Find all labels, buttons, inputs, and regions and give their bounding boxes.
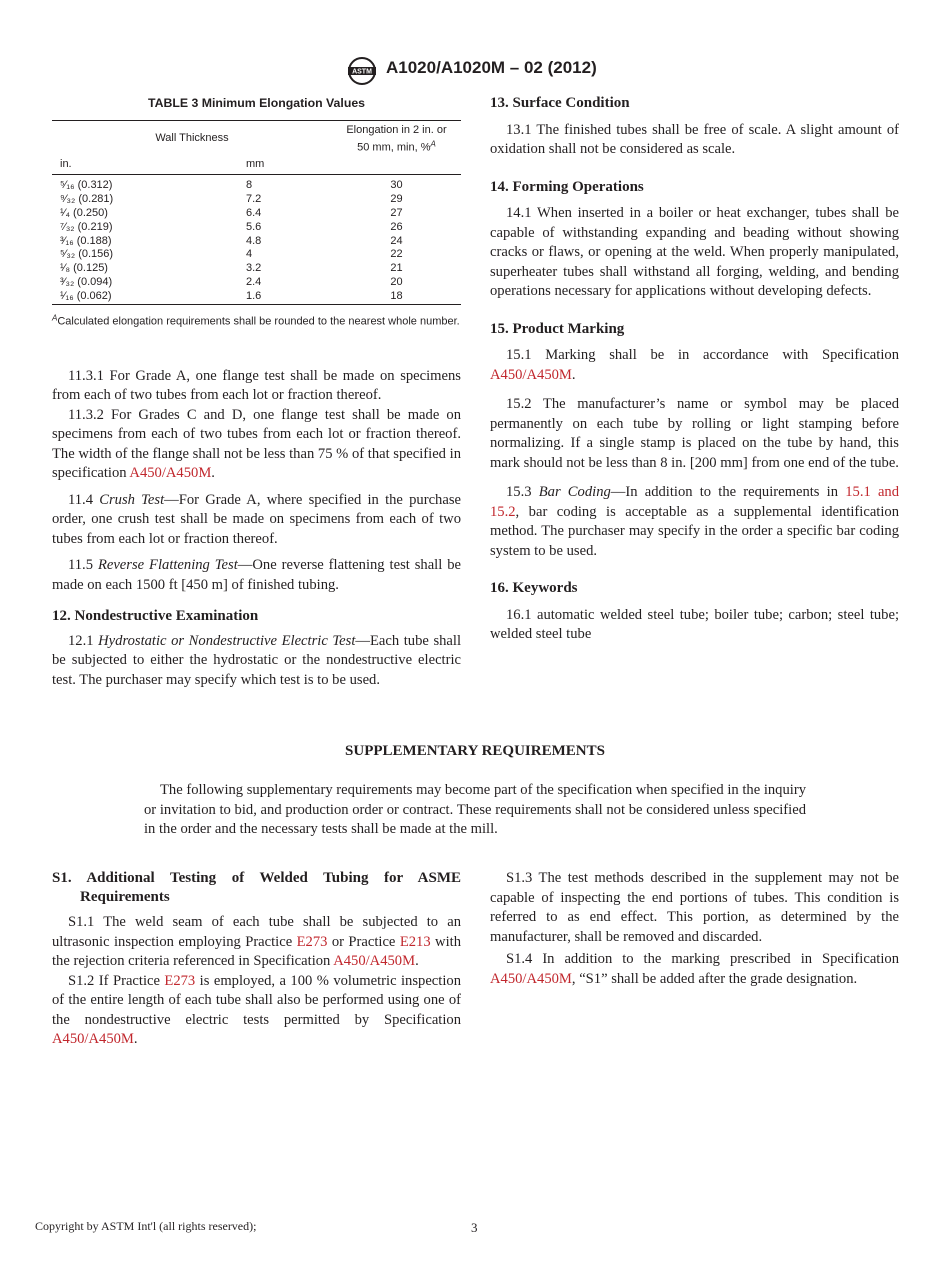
- supplementary-left-column: [52, 869, 461, 1050]
- section-16-heading: 16. Keywords: [490, 580, 578, 596]
- ref-a450[interactable]: A450/A450M: [490, 366, 572, 383]
- para-16-1: 16.1 automatic welded steel tube; boiler tube; carbon; steel tube; welded steel tube: [490, 606, 899, 642]
- para-15-1: 15.1 Marking shall be in accordance with Specification A450/A450M.: [490, 347, 899, 383]
- cell-wall-in: ¹⁄₁₆ (0.062): [60, 290, 112, 303]
- wall-thickness-header: Wall Thickness: [155, 132, 229, 145]
- table-row: [52, 248, 461, 262]
- cell-wall-in: ⁷⁄₃₂ (0.219): [60, 220, 113, 233]
- cell-wall-in: ⁵⁄₃₂ (0.156): [60, 248, 114, 261]
- cell-elongation: 20: [390, 276, 403, 289]
- para-s1-4: S1.4 In addition to the marking prescribed in Specification A450/A450M, “S1” shall be added after the grade designation.: [490, 951, 899, 987]
- cell-wall-mm: 1.6: [246, 290, 262, 303]
- cell-wall-mm: 6.4: [246, 206, 262, 219]
- cell-elongation: 30: [390, 178, 403, 191]
- table-unit-row: [52, 158, 461, 174]
- cell-wall-in: ¹⁄₈ (0.125): [60, 262, 108, 275]
- supplementary-title: SUPPLEMENTARY REQUIREMENTS: [345, 743, 605, 759]
- table-row: [52, 262, 461, 276]
- ref-15-1-15-2[interactable]: 15.1 and 15.2: [490, 484, 900, 520]
- cell-elongation: 18: [390, 290, 403, 303]
- cell-elongation: 27: [390, 206, 403, 219]
- cell-wall-in: ³⁄₁₆ (0.188): [60, 234, 112, 247]
- para-s1-2: S1.2 If Practice E273 is employed, a 100 % volumetric inspection of the entire length of each tube shall also be performed using one of the nondestructive electric tests permitted by Specification A450/A450M.: [52, 972, 461, 1047]
- para-s1-3: S1.3 The test methods described in the supplement may not be capable of inspecting the end portions of tubes. This condition is referred to as end effect. This portion, as determined by the manufacturer, shall be removed and discarded.: [490, 870, 899, 945]
- cell-wall-mm: 8: [246, 178, 253, 191]
- cell-elongation: 29: [390, 192, 403, 205]
- unit-in: in.: [60, 157, 72, 170]
- ref-a450[interactable]: A450/A450M: [52, 1031, 134, 1047]
- section-15-heading: 15. Product Marking: [490, 320, 625, 337]
- para-15-2: 15.2 The manufacturer’s name or symbol may be placed permanently on each tube by rolling or light stamping before normalizing. If a single stamp is placed on the tube by hand, this mark should not be less than 8 in. [200 mm] from one end of the tube.: [490, 396, 899, 471]
- table-row: [52, 174, 461, 192]
- table-row: [52, 221, 461, 235]
- cell-elongation: 24: [390, 234, 403, 247]
- page-header: [0, 56, 950, 86]
- table-row: [52, 276, 461, 290]
- para-11-5: 11.5 Reverse Flattening Test—One reverse flattening test shall be made on each 1500 ft [450 m] of finished tubing.: [52, 557, 462, 593]
- cell-wall-in: ⁹⁄₃₂ (0.281): [60, 192, 114, 205]
- copyright-notice: Copyright by ASTM Int'l (all rights reserved);: [35, 1219, 257, 1233]
- logo-text: ASTM: [352, 68, 372, 76]
- elongation-header: Elongation in 2 in. or 50 mm, min, %$^A$: [346, 123, 447, 155]
- cell-elongation: 26: [390, 220, 403, 233]
- table-header-row: [52, 120, 461, 158]
- section-12-heading: 12. Nondestructive Examination: [52, 608, 259, 625]
- cell-wall-mm: 5.6: [246, 220, 262, 233]
- cell-wall-mm: 2.4: [246, 276, 262, 289]
- para-14-1: 14.1 When inserted in a boiler or heat exchanger, tubes shall be capable of withstanding expanding and beading without showing cracks or flaws, or opening at the weld. When properly manipulated, superheater tubes shall withstand all forging, welding, and bending operations necessary for applications without developing defects.: [490, 205, 899, 299]
- cell-elongation: 22: [390, 248, 403, 261]
- para-11-4: 11.4 Crush Test—For Grade A, where specified in the purchase order, one crush test shall be made on specimens from each of two tubes from each lot or fraction thereof.: [52, 491, 461, 547]
- left-column: [52, 94, 461, 690]
- section-13-heading: 13. Surface Condition: [490, 95, 630, 111]
- para-13-1: 13.1 The finished tubes shall be free of scale. A slight amount of oxidation shall not be considered as scale.: [490, 121, 899, 157]
- ref-e273[interactable]: E273: [296, 933, 328, 950]
- ref-e273[interactable]: E273: [164, 972, 196, 989]
- para-s1-1: S1.1 The weld seam of each tube shall be subjected to an ultrasonic inspection employing Practice E273 or Practice E213 with the rejection criteria referenced in Specification A450/A450M.: [52, 914, 461, 969]
- cell-wall-in: ¹⁄₄ (0.250): [60, 206, 108, 219]
- table-row: [52, 193, 461, 207]
- cell-wall-mm: 4: [246, 248, 253, 261]
- para-15-3: 15.3 Bar Coding—In addition to the requirements in 15.1 and 15.2, bar coding is acceptable as a supplemental identification method. The purchaser may specify in the order a specific bar coding system to be used.: [490, 484, 900, 559]
- elongation-table: [52, 120, 461, 306]
- unit-mm: mm: [246, 157, 265, 170]
- astm-logo-icon: [345, 56, 379, 86]
- cell-wall-in: ³⁄₃₂ (0.094): [60, 276, 113, 289]
- table-row: [52, 207, 461, 221]
- supplementary-right-column: [490, 869, 899, 989]
- supplementary-intro: The following supplementary requirements may become part of the specification when specified in the inquiry or invitation to bid, and production order or contract. These requirements shall not be considered unless specified in the order and the necessary tests shall be made at the mill.: [144, 782, 806, 837]
- section-14-heading: 14. Forming Operations: [490, 178, 644, 195]
- cell-wall-mm: 3.2: [246, 262, 262, 275]
- cell-wall-in: ⁵⁄₁₆ (0.312): [60, 178, 113, 191]
- ref-e213[interactable]: E213: [399, 933, 431, 950]
- right-column: [490, 94, 899, 645]
- para-11-3-1: 11.3.1 For Grade A, one flange test shall be made on specimens from each of two tubes from each lot or fraction thereof.: [52, 367, 461, 404]
- page-number: 3: [471, 1220, 478, 1235]
- cell-elongation: 21: [390, 262, 403, 275]
- table-title: TABLE 3 Minimum Elongation Values: [147, 96, 366, 110]
- para-12-1: 12.1 Hydrostatic or Nondestructive Electric Test—Each tube shall be subjected to either the hydrostatic or the nondestructive electric test. The purchaser may specify which test is to be used.: [52, 632, 462, 688]
- cell-wall-mm: 7.2: [246, 192, 262, 205]
- table-row: [52, 235, 461, 249]
- ref-a450[interactable]: A450/A450M: [129, 465, 212, 482]
- table-row: [52, 290, 461, 304]
- s1-heading: S1. Additional Testing of Welded Tubing for ASME Requirements: [52, 870, 461, 905]
- para-11-3-2: 11.3.2 For Grades C and D, one flange test shall be made on specimens from each of two tubes from each lot or fraction thereof. The width of the flange shall not be less than 75 % of that specified in specification A450/A450M.: [52, 406, 461, 482]
- table-footnote: $^A$Calculated elongation requirements shall be rounded to the nearest whole number.: [52, 313, 460, 328]
- standard-designation: A1020/A1020M – 02 (2012): [386, 58, 597, 77]
- cell-wall-mm: 4.8: [246, 234, 262, 247]
- ref-a450[interactable]: A450/A450M: [333, 953, 416, 969]
- ref-a450[interactable]: A450/A450M: [490, 970, 572, 987]
